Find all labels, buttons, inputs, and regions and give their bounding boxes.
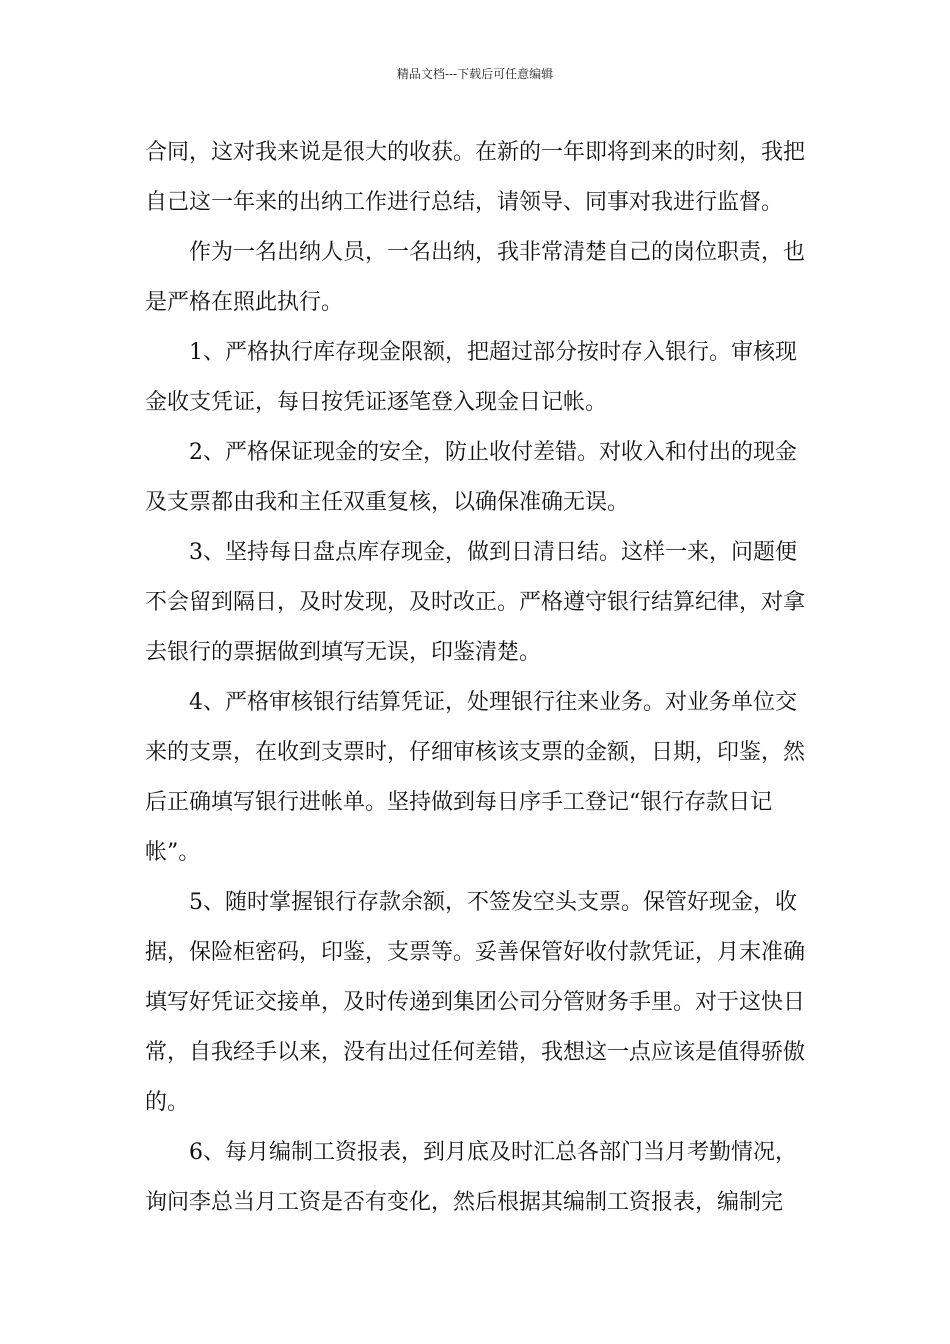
paragraph-item-2: 2、严格保证现金的安全，防止收付差错。对收入和付出的现金及支票都由我和主任双重复核，以确保准确无误。 — [145, 440, 797, 515]
paragraph-item-1: 1、严格执行库存现金限额，把超过部分按时存入银行。审核现金收支凭证，每日按凭证逐笔登入现金日记帐。 — [145, 340, 797, 415]
page-header: 精品文档---下载后可任意编辑 — [396, 67, 554, 81]
paragraph-continuation: 合同，这对我来说是很大的收获。在新的一年即将到来的时刻，我把自己这一年来的出纳工作进行总结，请领导、同事对我进行监督。 — [145, 140, 806, 215]
paragraph-intro: 作为一名出纳人员，一名出纳，我非常清楚自己的岗位职责，也是严格在照此执行。 — [145, 240, 806, 315]
paragraph-item-3: 3、坚持每日盘点库存现金，做到日清日结。这样一来，问题便不会留到隔日，及时发现，及时改正。严格遵守银行结算纪律，对拿去银行的票据做到填写无误，印鉴清楚。 — [145, 540, 806, 665]
paragraph-item-6: 6、每月编制工资报表，到月底及时汇总各部门当月考勤情况，询问李总当月工资是否有变化，然后根据其编制工资报表，编制完 — [145, 1140, 797, 1215]
paragraph-item-4: 4、严格审核银行结算凭证，处理银行往来业务。对业务单位交来的支票，在收到支票时，仔细审核该支票的金额，日期，印鉴，然后正确填写银行进帐单。坚持做到每日序手工登记“银行存款日记帐”。 — [145, 690, 806, 865]
paragraph-item-5: 5、随时掌握银行存款余额，不签发空头支票。保管好现金，收据，保险柜密码，印鉴，支票等。妥善保管好收付款凭证，月末准确填写好凭证交接单，及时传递到集团公司分管财务手里。对于这快日常，自我经手以来，没有出过任何差错，我想这一点应该是值得骄傲的。 — [145, 890, 806, 1115]
document-body — [145, 128, 807, 1228]
